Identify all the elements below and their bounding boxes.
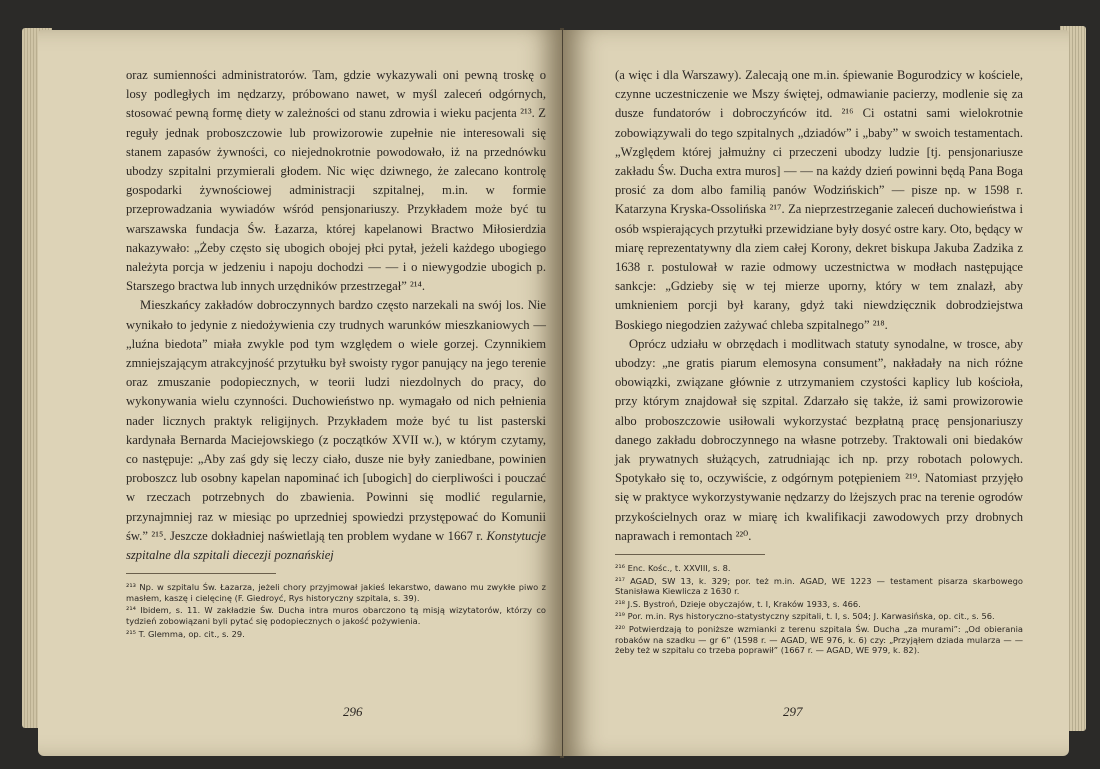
left-page-content (126, 66, 546, 641)
left-footnotes (126, 582, 546, 639)
footnote-rule (615, 554, 765, 555)
page-number-left: 296 (343, 704, 363, 719)
footnote-rule (126, 573, 276, 574)
italic-book-title: Konstytucje szpitalne dla szpitali diecezji poznańskiej (126, 528, 547, 563)
page-number-right: 297 (783, 704, 803, 719)
footnote-214: ²¹⁴ Ibidem, s. 11. W zakładzie Św. Ducha intra muros obarczono tą misją wizytatorów, którzy co tydzień zobowiązani byli pytać się podopiecznych o jakość pożywienia. (126, 605, 546, 627)
footnote-213: ²¹³ Np. w szpitalu Św. Łazarza, jeżeli chory przyjmował jakieś lekarstwo, dawano mu zwykłe piwo z masłem, kaszę i cielęcinę (F. Giedroyć, Rys historyczny szpitala, s. 39). (126, 582, 546, 603)
left-body-text (126, 66, 546, 565)
right-page-content (615, 66, 1023, 658)
left-paragraph-2-text: Mieszkańcy zakładów dobroczynnych bardzo często narzekali na swój los. Nie wynikało to jedynie z niedożywienia czy trudnych warunków mieszkaniowych — „luźna biedota” miała zwykle pod tym względem o wiele gorzej. Czynnikiem zmniejszającym atrakcyjność przytułku był swoisty rygor panujący na jego terenie oraz zmuszanie podopiecznych, w teorii ludzi niezdolnych do pracy, do wykonywania wielu czynności. Duchowieństwo np. wymagało od nich pełnienia nader licznych praktyk religijnych. Przykładem może być tu list pasterski kardynała Bernarda Maciejowskiego (z początków XVII w.), w którym czytamy, co następuje: „Aby zaś gdy się leczy ciało, dusze nie były zaniedbane, powinien proboszcz lub osobny kapelan napominać ich [ubogich] do cierpliwości i pouczać w rzeczach potrzebnych do zbawienia. Powinni się modlić regularnie, przynajmniej raz w miesiąc po uprzedniej spowiedzi przystępować do Komunii św.” ²¹⁵. Jeszcze dokładniej naświetlają ten problem wydane w 1667 r. (126, 298, 546, 543)
footnote-217: ²¹⁷ AGAD, SW 13, k. 329; por. też m.in. AGAD, WE 1223 — testament pisarza skarbowego Stanisława Kiewlicza z 1630 r. (615, 575, 1023, 597)
footnote-219: ²¹⁹ Por. m.in. Rys historyczno-statystyczny szpitali, t. I, s. 504; J. Karwasińska, op. cit., s. 56. (615, 611, 995, 622)
right-body-text (615, 66, 1023, 546)
right-footnotes (615, 563, 1023, 656)
footnote-216: ²¹⁶ Enc. Kośc., t. XXVIII, s. 8. (615, 563, 731, 574)
open-book (22, 18, 1086, 758)
right-page (563, 30, 1069, 756)
left-paragraph-1: oraz sumienności administratorów. Tam, gdzie wykazywali oni pewną troskę o losy podległych im nędzarzy, próbowano nawet, w myśl zaleceń odgórnych, stosować pewną formę diety w zależności od stanu zdrowia i wieku pacjenta ²¹³. Z reguły jednak proboszczowie lub prowizorowie zupełnie nie interesowali się stanem zapasów żywności, co niejednokrotnie powodowało, iż na przednówku ubodzy szpitalni przymierali głodem. Nic więc dziwnego, że zalecano kontrolę gospodarki żywnościowej administracji szpitalnej, m.in. w formie przeprowadzania wywiadów wśród pensjonariuszy. Przykładem może być tu warszawska fundacja Św. Łazarza, której kapelanowi Bractwo Miłosierdzia nakazywało: „Żeby często się ubogich obojej płci pytał, jeżeli każdego ubogiego należyta porcja w jedzeniu i napoju dochodzi — — i o niewygodzie ubogich p. Starszego bractwa lub innych urzędników przestrzegał” ²¹⁴. (126, 68, 546, 294)
right-paragraph-1: (a więc i dla Warszawy). Zalecają one m.in. śpiewanie Bogurodzicy w kościele, czynne uczestniczenie we Mszy świętej, odmawianie pacierzy, modlenie się za dusze fundatorów i dobroczyńców itd. ²¹⁶ Ci ostatni sami wielokrotnie zobowiązywali do tego szpitalnych „dziadów” i „baby” w swoich testamentach. „Względem której jałmużny ci przeczeni ubodzy ludzie [tj. pensjonariusze zakładu Św. Ducha extra muros] — — na każdy dzień powinni będą Pana Boga prosić za dom albo familią panów Wodzińskich” — pisze np. w 1598 r. Katarzyna Kryska-Ossolińska ²¹⁷. Za nieprzestrzeganie zaleceń duchowieństwa i osób wspierających przytułki przewidziane były dosyć ostre kary. Oto, będący w miarę reprezentatywny dla ziem całej Korony, dekret biskupa Jakuba Zadzika z 1638 r. postulował w razie odmowy uczestnictwa w modłach następujące sankcje: „Gdzieby się w tej mierze uporny, który w tem znalazł, aby umknieniem porcji był karany, gdyż taki niewdzięcznik dobrodziejstwa Boskiego niegodzien zażywać chleba szpitalnego” ²¹⁸. (615, 68, 1023, 332)
left-page (38, 30, 562, 756)
left-paragraph-2 (126, 296, 546, 565)
footnote-215: ²¹⁵ T. Glemma, op. cit., s. 29. (126, 628, 245, 639)
footnote-220: ²²⁰ Potwierdzają to poniższe wzmianki z terenu szpitala Św. Ducha „za murami”: „Od obierania robaków na szadku — gr 6” (1598 r. — AGAD, WE 976, k. 6) czy: „Przyjąłem dziada mularza — — żeby też w szpitalu co trzeba poprawił” (1667 r. — AGAD, WE 979, k. 82). (615, 624, 1023, 656)
right-paragraph-2: Oprócz udziału w obrzędach i modlitwach statuty synodalne, w trosce, aby ubodzy: „ne gratis piarum elemosyna consument”, nakładały na nich różne obowiązki, związane głównie z utrzymaniem czystości kaplicy lub kościoła, przy którym znajdował się szpital. Zdarzało się także, iż sami prowizorowie albo proboszczowie usiłowali wykorzystać bezpłatną pracę pensjonariuszy danego zakładu dobroczynnego na własne potrzeby. Traktowali oni biedaków jak prywatnych służących, zatrudniając ich np. przy robotach polowych. Spotykało się to, oczywiście, z odgórnym potępieniem ²¹⁹. Natomiast przyjęło się w praktyce wykorzystywanie nędzarzy do lżejszych prac na terenie ogrodów przykościelnych oraz w miarę ich kwalifikacji zawodowych przy drobnych naprawach i remontach ²²⁰. (615, 336, 1023, 543)
footnote-218: ²¹⁸ J.S. Bystroń, Dzieje obyczajów, t. I, Kraków 1933, s. 466. (615, 598, 861, 609)
